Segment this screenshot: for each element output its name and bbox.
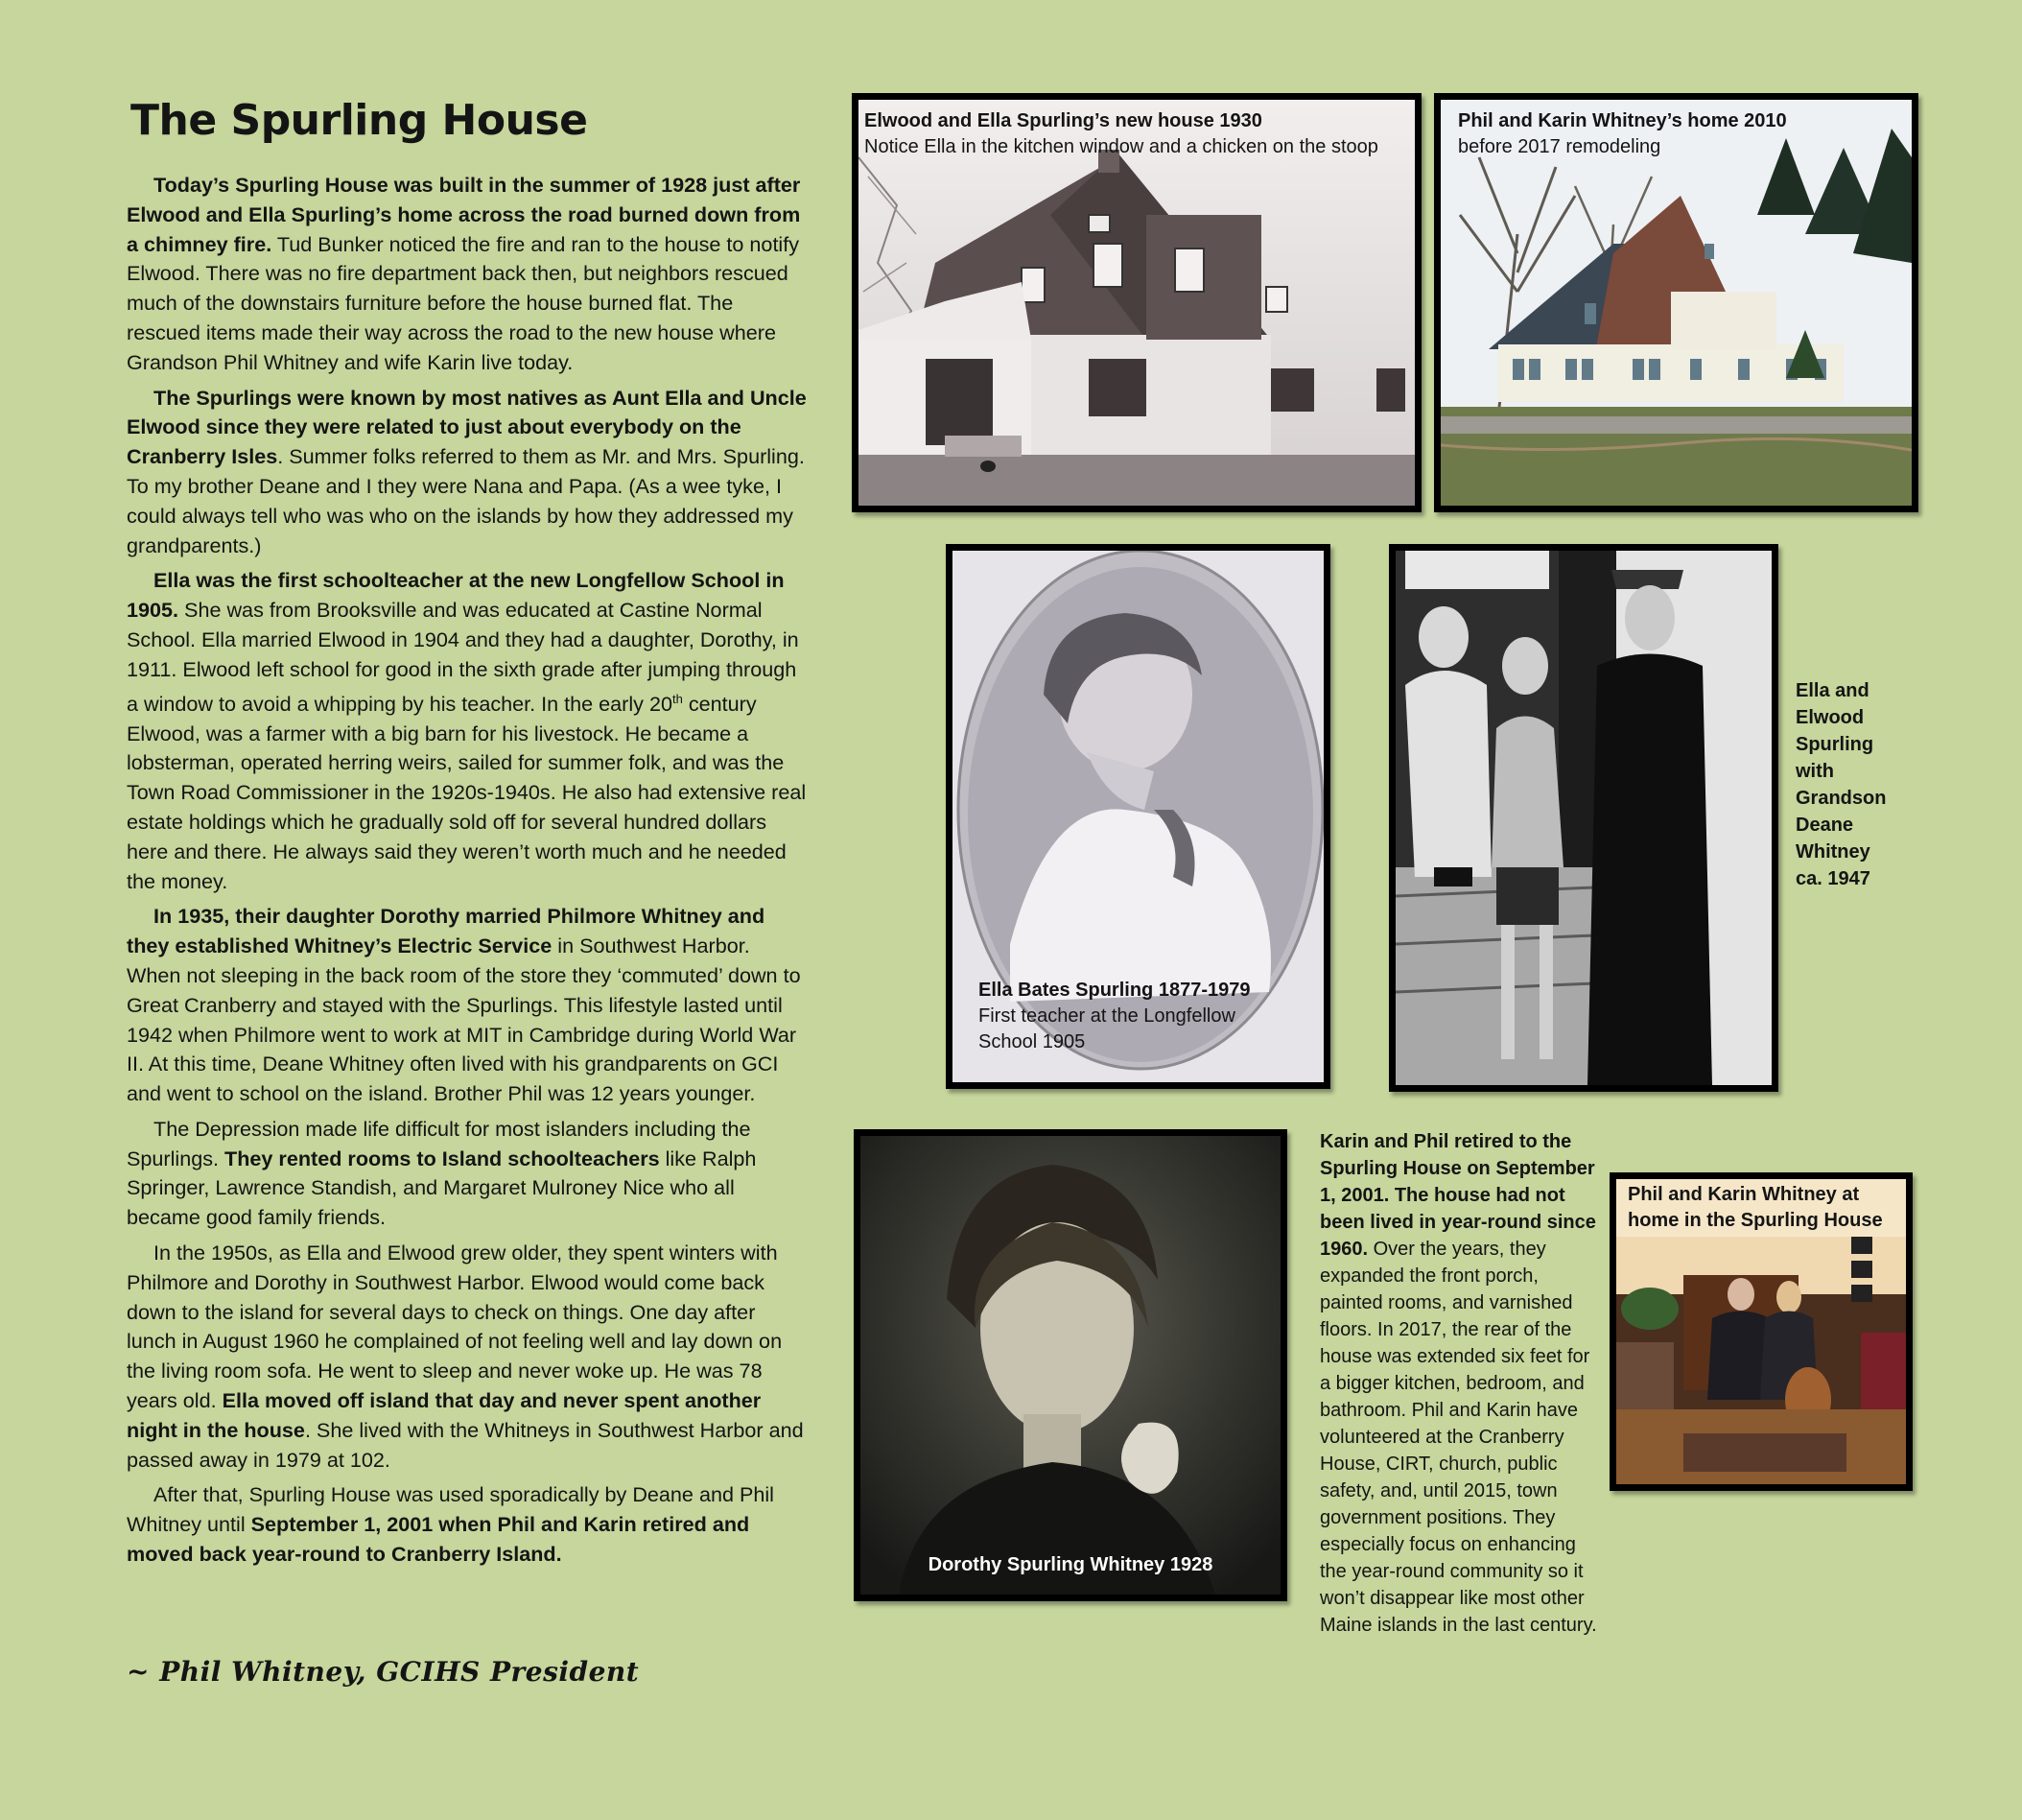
photo-house-2010 <box>1434 93 1918 512</box>
caption-line: Grandson <box>1796 788 1887 809</box>
paragraph-lead: September 1, 2001 when Phil and Karin retired and moved back year-round to Cranberry Island. <box>127 1512 750 1567</box>
superscript: th <box>672 691 683 706</box>
retired-lead: Karin and Phil retired to the Spurling House on September 1, 2001. The house had not been lived in year-round since 1960. <box>1320 1131 1596 1260</box>
caption-line: home in the Spurling House <box>1628 1210 1883 1231</box>
caption-line: ca. 1947 <box>1796 868 1870 889</box>
caption-line: Ella and <box>1796 680 1869 701</box>
house-1930-image <box>858 100 1415 506</box>
paragraph-lead: Today’s Spurling House was built in the summer of 1928 just after Elwood and Ella Spurling’s home across the road burned down from a chimney fire. <box>127 173 801 256</box>
retired-text: Over the years, they expanded the front porch, painted rooms, and varnished floors. In 2017, the rear of the house was extended six feet for a bigger kitchen, bedroom, and bathroom. Phil and Karin have volunteered at the Cranberry House, CIRT, church, public safety, and, until 2015, town government positions. They especially focus on enhancing the year-round community so it won’t disappear like most other Maine islands in the last century. <box>1320 1239 1597 1636</box>
caption-line: Spurling <box>1796 734 1874 755</box>
paragraph-text: . She lived with the Whitneys in Southwest Harbor and passed away in 1979 at 102. <box>127 1417 804 1472</box>
caption-title: Elwood and Ella Spurling’s new house 1930 <box>864 110 1262 131</box>
paragraph-depression <box>127 1115 810 1233</box>
paragraph-relations <box>127 384 810 561</box>
paragraph-lead: They rented rooms to Island schoolteachers <box>224 1146 660 1170</box>
paragraph-lead: Ella was the first schoolteacher at the new Longfellow School in 1905. <box>127 568 785 623</box>
house-1930-caption <box>864 108 1378 160</box>
photo-ella <box>946 544 1330 1089</box>
caption-subtitle: Notice Ella in the kitchen window and a chicken on the stoop <box>864 136 1378 157</box>
family-photo-image <box>1396 551 1772 1085</box>
page-title: The Spurling House <box>130 96 588 145</box>
caption-line: First teacher at the Longfellow <box>978 1005 1235 1027</box>
photo-house-1930 <box>852 93 1422 512</box>
paragraph-marriage <box>127 902 810 1109</box>
paragraph-2001 <box>127 1480 810 1569</box>
paragraph-text: like Ralph Springer, Lawrence Standish, and Margaret Mulroney Nice who all became good family friends. <box>127 1146 757 1230</box>
photo-family <box>1389 544 1778 1092</box>
article-body <box>127 171 810 1575</box>
dorothy-caption: Dorothy Spurling Whitney 1928 <box>928 1554 1213 1575</box>
paragraph-text: The Depression made life difficult for most islanders including the Spurlings. <box>127 1116 751 1170</box>
paragraph-1950s <box>127 1239 810 1475</box>
dorothy-portrait-image <box>860 1136 1281 1595</box>
paragraph-text: in Southwest Harbor. When not sleeping in the back room of the store they ‘commuted’ down to Great Cranberry and stayed with the Spurlings. This lifestyle lasted until 1942 when Philmore went to work at MIT in Cambridge during World War II. At this time, Deane Whitney often lived with his grandparents on GCI and went to school on the island. Brother Phil was 12 years younger. <box>127 934 801 1106</box>
caption-title: Phil and Karin Whitney’s home 2010 <box>1458 110 1787 131</box>
karin-phil-caption <box>1628 1182 1883 1234</box>
caption-line: Phil and Karin Whitney at <box>1628 1184 1860 1205</box>
caption-title: Ella Bates Spurling 1877-1979 <box>978 980 1251 1001</box>
house-2010-image <box>1441 100 1912 506</box>
photo-karin-phil <box>1610 1172 1913 1491</box>
paragraph-text: . Summer folks referred to them as Mr. and Mrs. Spurling. To my brother Deane and I they were Nana and Papa. (As a wee tyke, I could always tell who was who on the islands by how they addressed my grandparents.) <box>127 444 805 557</box>
retired-paragraph <box>1320 1128 1604 1639</box>
ella-caption <box>978 978 1250 1055</box>
signature: ~ Phil Whitney, GCIHS President <box>127 1656 640 1688</box>
paragraph-lead: Ella moved off island that day and never spent another night in the house <box>127 1388 762 1442</box>
paragraph-lead: The Spurlings were known by most natives as Aunt Ella and Uncle Elwood since they were related to just about everybody on the Cranberry Isles <box>127 385 807 469</box>
paragraph-text: She was from Brooksville and was educated at Castine Normal School. Ella married Elwood in 1904 and they had a daughter, Dorothy, in 1911. Elwood left school for good in the sixth grade after jumping through a window to avoid a whipping by his teacher. In the early 20 <box>127 598 799 716</box>
paragraph-text: After that, Spurling House was used sporadically by Deane and Phil Whitney until <box>127 1482 774 1537</box>
paragraph-lead: In 1935, their daughter Dorothy married Philmore Whitney and they established Whitney’s Electric Service <box>127 904 765 958</box>
paragraph-teacher <box>127 566 810 896</box>
paragraph-text: In the 1950s, as Ella and Elwood grew older, they spent winters with Philmore and Dorothy in Southwest Harbor. Elwood would come back down to the island for several days to check on things. One day after lunch in August 1960 he complained of not feeling well and lay down on the living room sofa. He went to sleep and never woke up. He was 78 years old. <box>127 1241 783 1413</box>
caption-line: School 1905 <box>978 1031 1086 1052</box>
caption-subtitle: before 2017 remodeling <box>1458 136 1661 157</box>
caption-line: Elwood <box>1796 707 1865 728</box>
house-2010-caption <box>1458 108 1787 160</box>
caption-line: with <box>1796 761 1834 782</box>
photo-dorothy <box>854 1129 1287 1601</box>
paragraph-text: century Elwood, was a farmer with a big barn for his livestock. He became a lobsterman, operated herring weirs, sailed for summer folk, and was the Town Road Commissioner in the 1920s-1940s. He also had extensive real estate holdings which he gradually sold off for several hundred dollars here and there. He always said they weren’t worth much and he needed the money. <box>127 691 807 893</box>
caption-line: Whitney <box>1796 841 1870 863</box>
paragraph-text: Tud Bunker noticed the fire and ran to the house to notify Elwood. There was no fire department back then, but neighbors rescued much of the downstairs furniture before the house burned flat. The rescued items made their way across the road to the new house where Grandson Phil Whitney and wife Karin live today. <box>127 231 800 374</box>
paragraph-fire <box>127 171 810 378</box>
family-caption <box>1796 677 1886 892</box>
caption-line: Deane <box>1796 815 1854 836</box>
